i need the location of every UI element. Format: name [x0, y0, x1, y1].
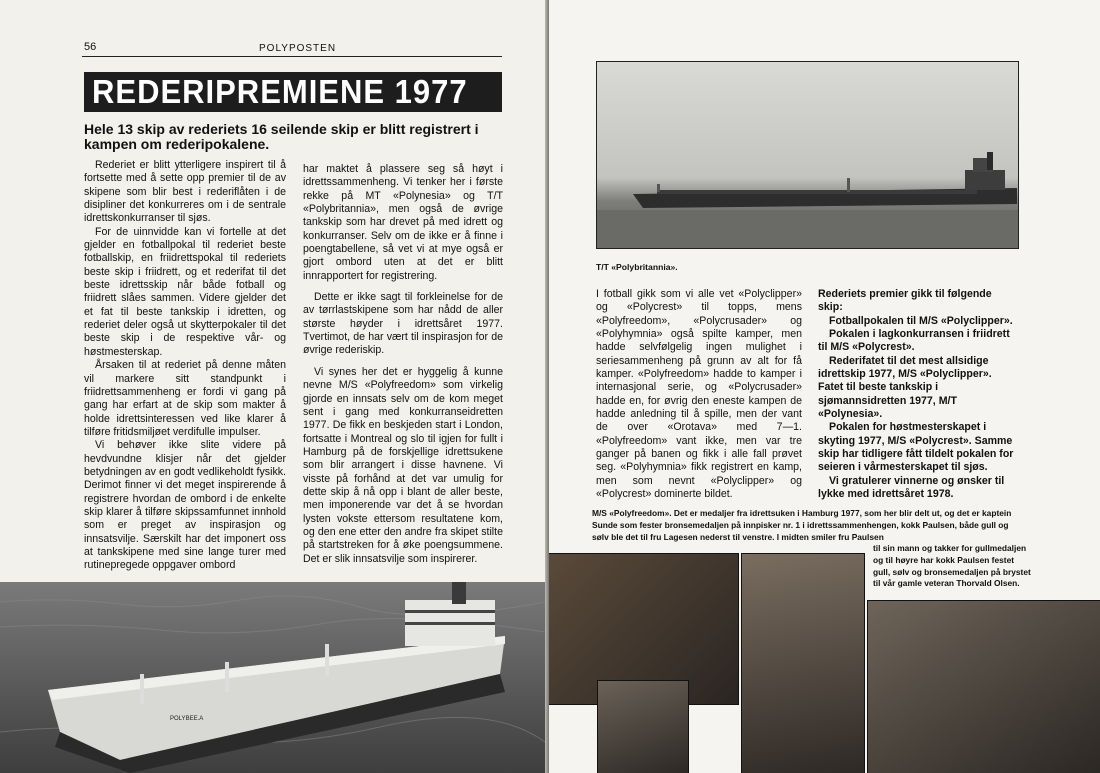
right-column-2 [818, 288, 1018, 502]
left-column-2 [303, 163, 503, 566]
headline-bar [84, 72, 502, 112]
photo-two-men [867, 600, 1100, 773]
paragraph: Vi gratulerer vinnerne og ønsker til lykke med idrettsåret 1978. [818, 474, 1005, 501]
paragraph: Pokalen i lagkonkurransen i friidrett til M/S «Polycrest». [818, 328, 1010, 354]
right-page [549, 0, 1100, 773]
paragraph: har maktet å plassere seg så høyt i idrettssammenheng. Vi tenker her i første rekke på MT «Polynesia» og T/T «Polybritannia», men også de øvrige tankskip som har drevet på med idrett og konkurranser. Selv om de ikke er å finne i poengtabellene, så vet vi at mye også er gjort ombord uten at det er blitt innrapportert for registrering. [303, 163, 503, 282]
left-column-1 [84, 159, 286, 573]
paragraph: Rederifatet til det mest allsidige idrettskip 1977, M/S «Polyclipper». Fatet til beste tankskip i sjømannsidretten 1977, M/T «Polynesia». [818, 354, 992, 421]
right-column-1: I fotball gikk som vi alle vet «Polyclipper» og «Polycrest» til topps, mens «Polyfreedom», «Polycrusader» og «Polyhymnia» også spilte kamper, men hadde selvfølgelig ingen mulighet i seriesammenheng på grunn av alt for få kamper. «Polyfreedom» hadde to kamper i internasjonal serie, og «Polycrusader» hadde en, for øvrig den eneste kampen de hadde anledning til å spille, men der vant de over «Orotava» med 7—1. «Polyfreedom» vant ikke, men var tre ganger på banen og fikk i alle fall prøvet seg. «Polyhymnia» fikk registrert en kamp, men som nevnt «Polyclipper» og «Polycrest» dominerte bildet. [596, 288, 802, 501]
paragraph: Pokalen for høstmesterskapet i skyting 1977, M/S «Polycrest». Samme skip har tidligere fått tildelt pokalen for seieren i vårmesterskapet til sjøs. [818, 421, 1014, 474]
photo-caption: T/T «Polybritannia». [596, 262, 678, 272]
paragraph: Vi behøver ikke slite videre på hevdvundne klisjer når det gjelder betydningen av en godt vedlikeholdt fysikk. Derimot finner vi det meget inspirerende å registrere hvordan de ombord i de enkelte skip klarer å tilføre skipssamfunnet innhold som er preget av inspirasjon og innsatsvilje. Særskilt har det imponert oss at tankskipene med sine lange turer med rutinepregede oppgaver ombord [84, 439, 286, 572]
hull-name: POLYBEE.A [170, 716, 204, 722]
paragraph: Fotballpokalen til M/S «Polyclipper». [829, 314, 1013, 327]
paragraph: Rederiets premier gikk til følgende skip: [818, 288, 992, 314]
paragraph: Årsaken til at rederiet på denne måten vil markere sitt standpunkt i friidrettsammenheng er fordi vi gang på gang har erfart at de skip som makter å holde idrettsinteressen ved like klarer å tilføre fritidsmiljøet verdifulle impulser. [84, 359, 286, 438]
header-rule [82, 56, 502, 57]
tanker-photo [0, 582, 545, 773]
polybritannia-photo [596, 61, 1019, 249]
paragraph: Vi synes her det er hyggelig å kunne nevne M/S «Polyfreedom» som virkelig gjorde en innsats selv om de kom meget sent i gang med konkurranseidretten 1977. De fikk en beskjeden start i London, fortsatte i Montreal og slo til igjen for fullt i Hamburg på de forskjellige idrettsukene som blir arrangert i disse havnene. Vi visste på forhånd at det var umulig for dette skip å nå opp i blant de aller beste, men imponerende var det å se hvordan lysten vokste ettersom resultatene kom, og den ene etter den andre fra skipet stilte på startstreken for å øke poengsummene. Det er slik innsatsvilje som inspirerer. [303, 365, 503, 565]
lead-paragraph: Hele 13 skip av rederiets 16 seilende skip er blitt registrert i kampen om rederipokalene. [84, 121, 479, 152]
headline: REDERIPREMIENE 1977 [92, 73, 468, 111]
paragraph: For de uinnvidde kan vi fortelle at det gjelder en fotballpokal til rederiet beste fotballskip, en friidrettspokal til rederiets beste skip i friidrett, og et rederifat til det beste idrettsskip når både fotball og friidrett slåes sammen. Videre gjelder det et fat til beste tankskip i idretten, og rederiet deler også ut skytterpokaler til det beste skip i de respektive vår- og høstmesterskap. [84, 225, 286, 358]
tanker-illustration [0, 582, 545, 773]
running-head: POLYPOSTEN [259, 43, 337, 54]
left-page [0, 0, 545, 773]
photo-smiling-woman [741, 553, 865, 773]
ship-silhouette [597, 62, 1018, 248]
paragraph: Rederiet er blitt ytterligere inspirert til å fortsette med å sette opp premier til de av skipene som blir best i rederiflåten i de disipliner det konkurreres om i de sentrale idrettskonkurranser til sjøs. [84, 159, 286, 225]
bottom-caption: M/S «Polyfreedom». Det er medaljer fra idrettsuken i Hamburg 1977, som her blir delt ut, og det er kaptein Sunde som fester bronsemedaljen på innpisker nr. 1 i idrettssammenhengen, kokk Paulsen, både gull og sølv ble det til fru Lagesen nederst til venstre. I midten smiler fru Paulsen [592, 508, 1012, 542]
paragraph: Dette er ikke sagt til forkleinelse for de av tørrlastskipene som har nådd de aller største høyder i idrettsåret 1977. Tvertimot, de har vært til inspirasjon for de øvrige rederiskip. [303, 291, 503, 357]
bottom-caption-2: til sin mann og takker for gullmedaljen og til høyre har kokk Paulsen festet gull, sølv og bronsemedaljen på brystet til vår gamle veteran Thorvald Olsen. [873, 543, 1031, 589]
page-number: 56 [84, 41, 97, 53]
photo-woman-portrait [597, 680, 689, 773]
